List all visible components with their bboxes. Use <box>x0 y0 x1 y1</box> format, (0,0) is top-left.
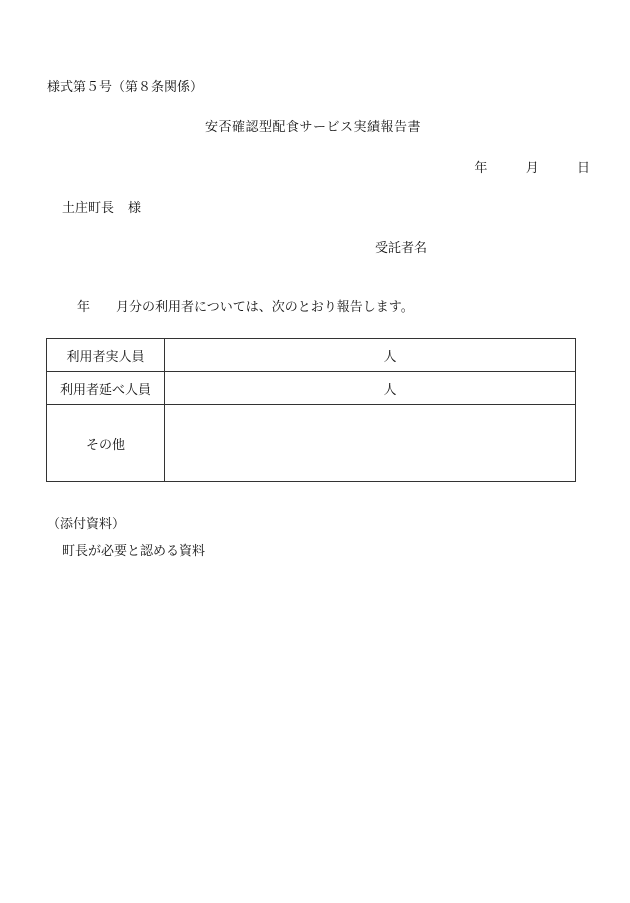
statement-text: 月分の利用者については、次のとおり報告します。 <box>116 300 414 315</box>
date-line <box>474 161 590 177</box>
date-year-label: 年 <box>474 161 488 176</box>
unit-label: 人 <box>383 382 397 398</box>
report-table <box>46 338 576 482</box>
statement-year-label: 年 <box>77 300 91 315</box>
addressee <box>62 201 141 217</box>
row-label-actual-users: 利用者実人員 <box>47 339 165 372</box>
document-title: 安否確認型配食サービス実績報告書 <box>205 120 422 135</box>
date-month-label: 月 <box>525 161 539 176</box>
contractor-name-label: 受託者名 <box>375 241 428 256</box>
report-statement <box>77 300 414 316</box>
addressee-name: 土庄町長 <box>62 201 115 216</box>
addressee-honorific: 様 <box>128 201 142 216</box>
table-row <box>47 339 576 372</box>
form-number: 様式第５号（第８条関係） <box>47 80 204 95</box>
table-row <box>47 405 576 482</box>
date-day-label: 日 <box>576 161 590 176</box>
row-label-total-users: 利用者延べ人員 <box>47 372 165 405</box>
attachments-heading: （添付資料） <box>47 517 126 532</box>
row-value-total-users[interactable] <box>165 372 576 405</box>
row-value-actual-users[interactable] <box>165 339 576 372</box>
unit-label: 人 <box>383 349 397 365</box>
row-label-other: その他 <box>47 405 165 482</box>
attachments-item: 町長が必要と認める資料 <box>62 544 206 559</box>
row-value-other[interactable] <box>165 405 576 482</box>
table-row <box>47 372 576 405</box>
